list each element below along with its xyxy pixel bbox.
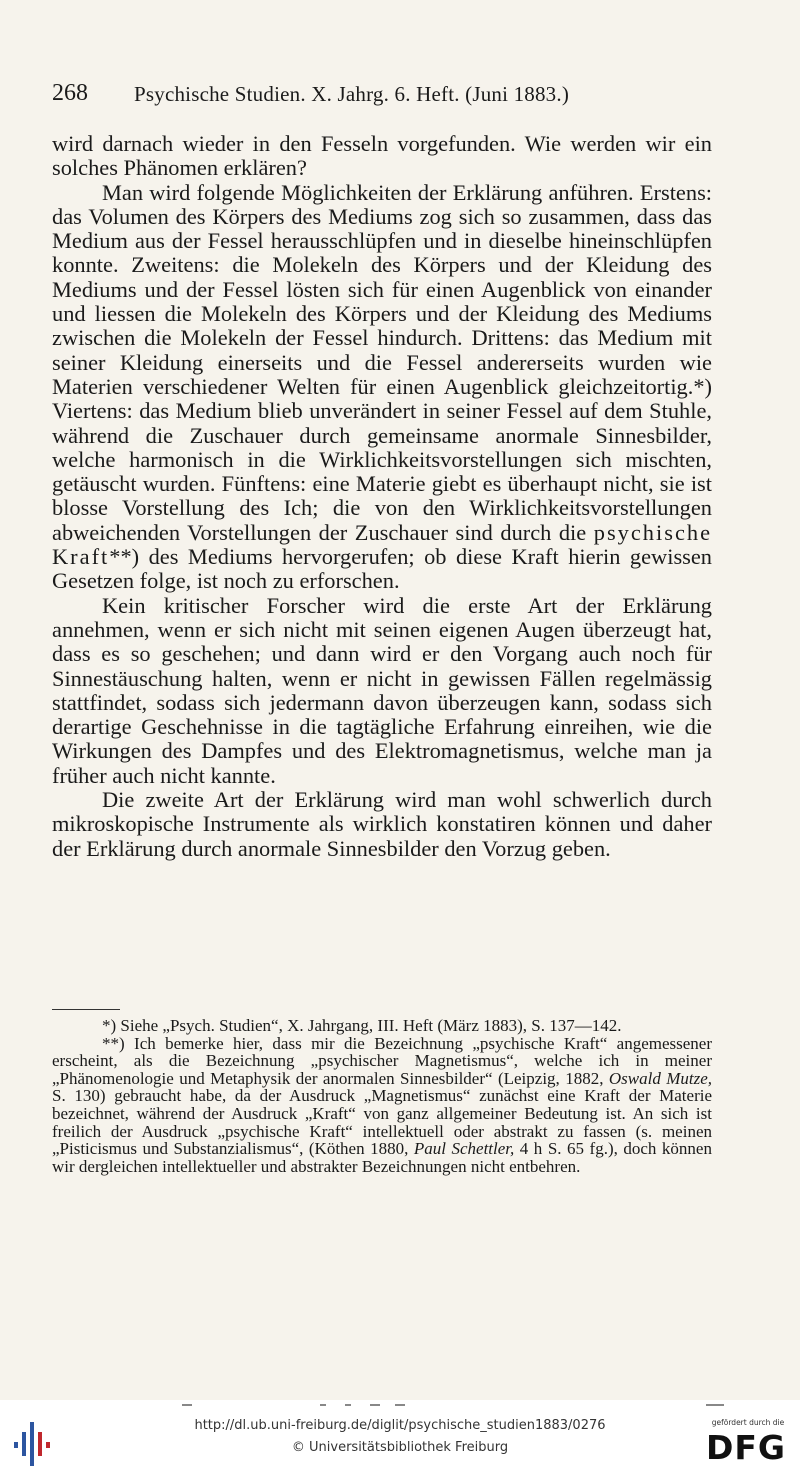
- dfg-badge: [704, 1418, 792, 1470]
- emphasis-psychische-kraft: psychische Kraft: [52, 519, 713, 570]
- document-url[interactable]: http://dl.ub.uni-freiburg.de/diglit/psychische_studien1883/0276: [194, 1418, 606, 1433]
- paragraph-text: **) des Mediums hervorgerufen; ob diese Kraft hierin gewissen Gesetzen folge, ist noch zu erforschen.: [52, 544, 712, 594]
- footnote-rule: [52, 1009, 120, 1010]
- paragraph-first-explanation: Kein kritischer Forscher wird die erste Art der Erklärung annehmen, wenn er sich nicht mit seinen eigenen Augen überzeugt hat, dass es so geschehen; und dann wird er den Vorgang auch noch für Sinnestäuschung halten, wenn er nicht in gewissen Fällen regelmässig stattfindet, sodass sich jedermann davon überzeugen kann, sodass sich derartige Geschehnisse in die tagtägliche Erfahrung einreihen, wie die Wirkungen des Dampfes und des Elektromagnetismus, welche man ja früher auch nicht kannte.: [52, 592, 712, 788]
- footnote-text: 4 h S. 65 fg.), doch können wir dergleichen intellektueller und abstrakter Bezeichnungen nicht entbehren.: [52, 1139, 712, 1176]
- page-number: 268: [52, 80, 88, 106]
- scan-mark: [182, 1404, 192, 1406]
- publisher-name: Oswald Mutze,: [608, 1068, 713, 1088]
- dfg-funding-note: gefördert durch die: [711, 1418, 785, 1427]
- footnote-text: S. 130) gebraucht habe, da der Ausdruck „Magnetismus“ zunächst eine Kraft der Materie bezeichnet, während der Ausdruck „Kraft“ von ganz allgemeiner Bedeutung ist. An sich ist freilich der Ausdruck „psychische Kraft“ intellektuell oder abstrakt zu fassen (s. meinen „Pisticismus und Substanzialismus“, (Köthen 1880,: [52, 1086, 712, 1159]
- library-copyright: © Universitätsbibliothek Freiburg: [291, 1440, 509, 1455]
- dfg-logo: DFG: [706, 1428, 787, 1467]
- footnote-text: **) Ich bemerke hier, dass mir die Bezeichnung „psychische Kraft“ angemessener erscheint, als die Bezeichnung „psychischer Magnetismus“, welche ich in meiner „Phänomenologie und Metaphysik der anormalen Sinnesbilder“ (Leipzig, 1882,: [52, 1033, 712, 1088]
- running-title: Psychische Studien. X. Jahrg. 6. Heft. (Juni 1883.): [134, 82, 570, 106]
- footnotes: [52, 1017, 712, 1175]
- main-text: [52, 132, 712, 861]
- scan-mark: [370, 1404, 380, 1406]
- page-header: [52, 80, 712, 110]
- footnote-2: [52, 1035, 712, 1176]
- paragraph-continued: wird darnach wieder in den Fesseln vorgefunden. Wie werden wir ein solches Phänomen erklären?: [52, 131, 712, 181]
- paragraph-text: Man wird folgende Möglichkeiten der Erklärung anführen. Erstens: das Volumen des Körpers des Mediums zog sich so zusammen, dass das Medium aus der Fessel herausschlüpfen und in dieselbe hineinschlüpfen konnte. Zweitens: die Molekeln des Körpers und der Kleidung des Mediums und der Fessel lösten sich für einen Augenblick von einander und liessen die Molekeln des Körpers und der Kleidung des Mediums zwischen die Molekeln der Fessel hindurch. Drittens: das Medium mit seiner Kleidung einerseits und die Fessel andererseits wurden wie Materien verschiedener Welten für einen Augenblick gleichzeitortig.*) Viertens: das Medium blieb unverändert in seiner Fessel auf dem Stuhle, während die Zuschauer durch gemeinsame anormale Sinnesbilder, welche harmonisch in die Wirklichkeitsvorstellungen sich mischten, getäuscht wurden. Fünftens: eine Materie giebt es überhaupt nicht, sie ist blosse Vorstellung des Ich; die von den Wirklichkeitsvorstellungen abweichenden Vorstellungen der Zuschauer sind durch die: [52, 179, 712, 545]
- scan-mark: [395, 1404, 405, 1406]
- scan-mark: [320, 1404, 326, 1406]
- publisher-name: Paul Schettler,: [413, 1139, 515, 1159]
- paragraph-possibilities: [52, 181, 712, 594]
- scan-mark: [706, 1404, 724, 1406]
- footnote-1: *) Siehe „Psych. Studien“, X. Jahrgang, III. Heft (März 1883), S. 137—142.: [102, 1016, 622, 1035]
- scan-mark: [345, 1404, 351, 1406]
- viewer-footer: [0, 1412, 800, 1472]
- scan-bottom-marks: [170, 1400, 730, 1412]
- paragraph-second-explanation: Die zweite Art der Erklärung wird man wohl schwerlich durch mikroskopische Instrumente als wirklich konstatiren können und daher der Erklärung durch anormale Sinnesbilder den Vorzug geben.: [52, 787, 712, 861]
